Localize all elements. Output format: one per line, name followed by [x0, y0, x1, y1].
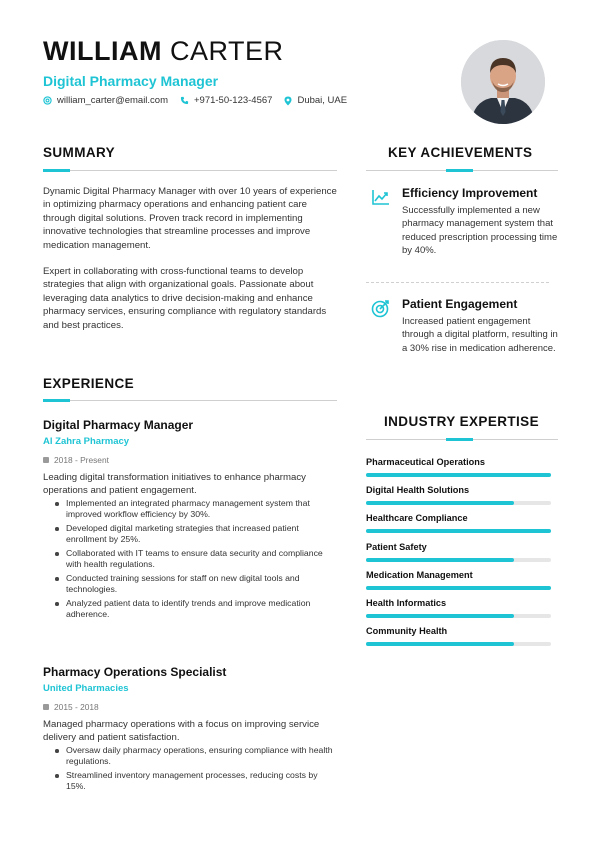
summary-paragraph-2: Expert in collaborating with cross-functional teams to develop strategies that align with organizational goals. Passionate about leveraging data analytics to drive decision-making and enhance pharmacy services, ensuring compliance with regulatory standards and best practices.	[43, 266, 327, 331]
skill-bar-track	[366, 558, 551, 562]
first-name: WILLIAM	[43, 36, 162, 66]
list-item: Collaborated with IT teams to ensure data security and compliance with health regulations.	[54, 548, 339, 571]
trend-chart-icon	[370, 187, 392, 209]
skill-bar-fill	[366, 473, 551, 477]
location-contact	[284, 95, 347, 106]
phone-text: +971-50-123-4567	[194, 95, 273, 106]
achievements-accent-bar	[446, 169, 473, 172]
experience-heading: EXPERIENCE	[43, 376, 135, 391]
experience-accent-bar	[43, 399, 70, 402]
skill-label: Digital Health Solutions	[366, 485, 470, 496]
location-pin-icon	[284, 96, 292, 106]
achievement-1-desc: Successfully implemented a new pharmacy management system that reduced prescription processing time by 40%.	[402, 205, 558, 257]
list-item: Implemented an integrated pharmacy management system that improved workflow efficiency by 30%.	[54, 498, 339, 521]
skill-label: Patient Safety	[366, 541, 427, 552]
skill-label: Medication Management	[366, 569, 473, 580]
list-item: Oversaw daily pharmacy operations, ensuring compliance with health regulations.	[54, 745, 339, 768]
skill-bar-track	[366, 473, 551, 477]
skill-label: Community Health	[366, 626, 448, 637]
phone-icon	[180, 96, 189, 105]
calendar-icon	[43, 457, 49, 463]
location-text: Dubai, UAE	[297, 95, 348, 106]
list-item: Streamlined inventory management processes, reducing costs by 15%.	[54, 770, 339, 793]
skill-label: Pharmaceutical Operations	[366, 457, 485, 467]
phone-contact[interactable]	[180, 95, 272, 106]
expertise-heading: INDUSTRY EXPERTISE	[384, 414, 539, 429]
skill-bar-track	[366, 529, 551, 533]
achievement-2-desc: Increased patient engagement through a digital platform, resulting in a 30% rise in medication adherence.	[402, 316, 558, 354]
profile-photo	[461, 40, 545, 124]
list-item: Analyzed patient data to identify trends and improve medication adherence.	[54, 598, 339, 621]
list-item: Developed digital marketing strategies that increased patient enrollment by 25%.	[54, 523, 339, 546]
achievement-1-title: Efficiency Improvement	[402, 186, 538, 200]
job-1-bullets	[54, 498, 339, 623]
job-2-role: Pharmacy Operations Specialist	[43, 665, 227, 679]
summary-paragraph-1: Dynamic Digital Pharmacy Manager with over 10 years of experience in optimizing pharmacy operations and enhancing patient care through digital solutions. Proven track record in implementing innovative technologies that streamline processes and improve medication management.	[43, 186, 337, 251]
achievements-heading: KEY ACHIEVEMENTS	[388, 145, 533, 160]
target-icon	[370, 297, 392, 319]
skill-label: Health Informatics	[366, 598, 447, 608]
skill-bar-track	[366, 614, 551, 618]
last-name: CARTER	[169, 36, 284, 66]
job-1-summary: Leading digital transformation initiatives to enhance pharmacy operations and patient engagement.	[43, 472, 306, 497]
job-title: Digital Pharmacy Manager	[43, 73, 219, 89]
job-2-bullets	[54, 745, 339, 795]
skill-bar-fill	[366, 501, 514, 505]
job-1-role: Digital Pharmacy Manager	[43, 418, 194, 432]
skill-bar-track	[366, 586, 551, 590]
avatar	[461, 40, 545, 124]
skill-bar-track	[366, 501, 551, 505]
email-contact[interactable]	[43, 95, 168, 106]
expertise-accent-bar	[446, 438, 473, 441]
skill-label: Healthcare Compliance	[366, 513, 468, 524]
job-2-company: United Pharmacies	[43, 683, 129, 694]
candidate-name	[43, 36, 284, 67]
skill-bar-fill	[366, 586, 551, 590]
skill-bar-fill	[366, 558, 514, 562]
contact-row	[43, 95, 359, 106]
skill-bar-track	[366, 642, 551, 646]
calendar-icon	[43, 704, 49, 710]
summary-accent-bar	[43, 169, 70, 172]
list-item: Conducted training sessions for staff on new digital tools and technologies.	[54, 573, 339, 596]
summary-divider	[43, 170, 337, 171]
at-icon	[43, 96, 52, 105]
skill-bar-fill	[366, 642, 514, 646]
achievement-2-title: Patient Engagement	[402, 297, 518, 311]
job-2-date-range: 2015 - 2018	[54, 702, 99, 712]
skill-bar-fill	[366, 529, 551, 533]
job-1-dates	[43, 455, 109, 465]
job-1-date-range: 2018 - Present	[54, 455, 109, 465]
email-text: william_carter@email.com	[57, 95, 168, 106]
experience-divider	[43, 400, 337, 401]
achievement-divider	[366, 282, 549, 283]
summary-heading: SUMMARY	[43, 145, 116, 160]
job-2-dates	[43, 702, 99, 712]
job-1-company: Al Zahra Pharmacy	[43, 436, 130, 447]
job-2-summary: Managed pharmacy operations with a focus on improving service delivery and patient satisfaction.	[43, 719, 320, 744]
skill-bar-fill	[366, 614, 514, 618]
